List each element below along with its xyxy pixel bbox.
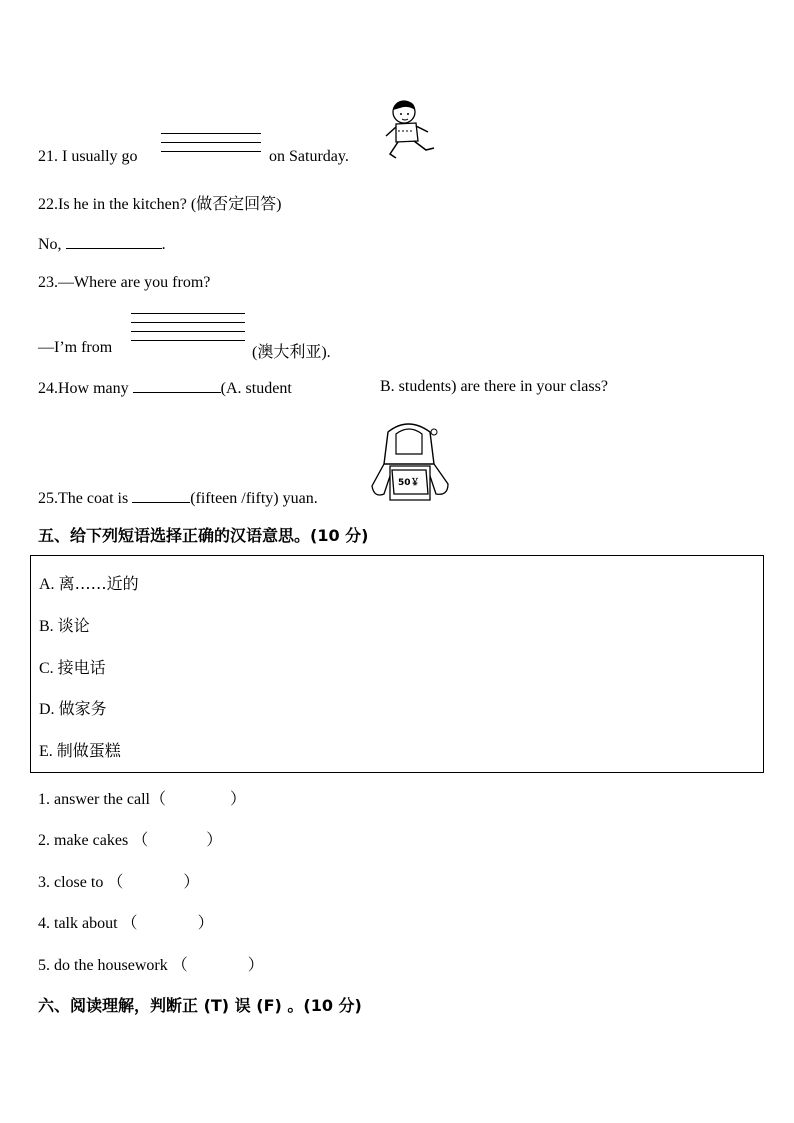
match-item-text: 5. do the housework bbox=[38, 957, 168, 974]
q24-option-a: (A. student bbox=[220, 380, 292, 397]
option-b bbox=[39, 613, 90, 636]
match-item-5 bbox=[38, 952, 264, 975]
coat-price-tag: 50￥ bbox=[398, 478, 420, 488]
paren-close: ） bbox=[197, 913, 214, 932]
match-item-3 bbox=[38, 869, 199, 892]
option-text: 离……近的 bbox=[58, 574, 139, 593]
coat-illustration bbox=[364, 420, 456, 504]
running-boy-illustration bbox=[382, 96, 442, 164]
option-text: 接电话 bbox=[57, 658, 106, 677]
match-item-text: 4. talk about bbox=[38, 915, 118, 932]
q23-answer-prefix: —I’m from bbox=[38, 339, 113, 356]
paren-close: ） bbox=[206, 830, 223, 849]
option-d bbox=[39, 696, 107, 719]
option-text: 谈论 bbox=[57, 616, 90, 635]
paren-close: ） bbox=[247, 955, 264, 974]
paren-close: ） bbox=[229, 789, 246, 808]
option-letter: B. bbox=[39, 618, 54, 635]
q21-text-after: on Saturday. bbox=[269, 148, 349, 165]
section-6-title: 六、阅读理解，判断正 (T) 误 (F) 。(10 分) bbox=[38, 996, 362, 1015]
paren-open: （ bbox=[149, 789, 166, 808]
option-letter: E. bbox=[39, 743, 53, 760]
option-letter: A. bbox=[39, 576, 55, 593]
option-a bbox=[39, 571, 139, 594]
q24-option-b: B. students) are there in your class? bbox=[380, 378, 608, 395]
option-c bbox=[39, 655, 106, 678]
option-text: 做家务 bbox=[58, 699, 107, 718]
options-box bbox=[30, 555, 764, 773]
question-23: 23.—Where are you from? bbox=[38, 274, 211, 291]
match-item-4 bbox=[38, 910, 214, 933]
question-25 bbox=[38, 488, 318, 508]
match-item-2 bbox=[38, 827, 222, 850]
q22-answer-prefix: No, bbox=[38, 236, 62, 253]
q21-text-before: 21. I usually go bbox=[38, 148, 138, 165]
q24-text-before: 24.How many bbox=[38, 380, 129, 397]
match-item-1 bbox=[38, 786, 246, 809]
question-24 bbox=[38, 378, 292, 398]
paren-open: （ bbox=[171, 955, 188, 974]
q22-answer-row bbox=[38, 234, 166, 254]
q22-answer-suffix: . bbox=[161, 236, 166, 253]
q22-answer-blank[interactable] bbox=[66, 234, 162, 249]
option-letter: D. bbox=[39, 701, 55, 718]
paren-open: （ bbox=[132, 830, 149, 849]
match-item-text: 1. answer the call bbox=[38, 791, 150, 808]
q25-answer-blank[interactable] bbox=[132, 488, 190, 503]
paren-open: （ bbox=[121, 913, 138, 932]
q24-answer-blank[interactable] bbox=[133, 378, 221, 393]
section-5-title: 五、给下列短语选择正确的汉语意思。(10 分) bbox=[38, 526, 369, 545]
option-letter: C. bbox=[39, 660, 54, 677]
q23-answer-lines[interactable] bbox=[131, 313, 245, 349]
q25-text-after: (fifteen /fifty) yuan. bbox=[190, 490, 318, 507]
question-22: 22.Is he in the kitchen? (做否定回答) bbox=[38, 196, 282, 213]
q21-answer-lines[interactable] bbox=[161, 133, 261, 160]
match-item-text: 3. close to bbox=[38, 874, 104, 891]
q25-text-before: 25.The coat is bbox=[38, 490, 129, 507]
paren-close: ） bbox=[183, 872, 200, 891]
q23-hint: (澳大利亚). bbox=[252, 344, 331, 361]
match-item-text: 2. make cakes bbox=[38, 832, 129, 849]
question-21 bbox=[38, 148, 138, 166]
option-e bbox=[39, 738, 121, 761]
paren-open: （ bbox=[107, 872, 124, 891]
option-text: 制做蛋糕 bbox=[56, 741, 121, 760]
